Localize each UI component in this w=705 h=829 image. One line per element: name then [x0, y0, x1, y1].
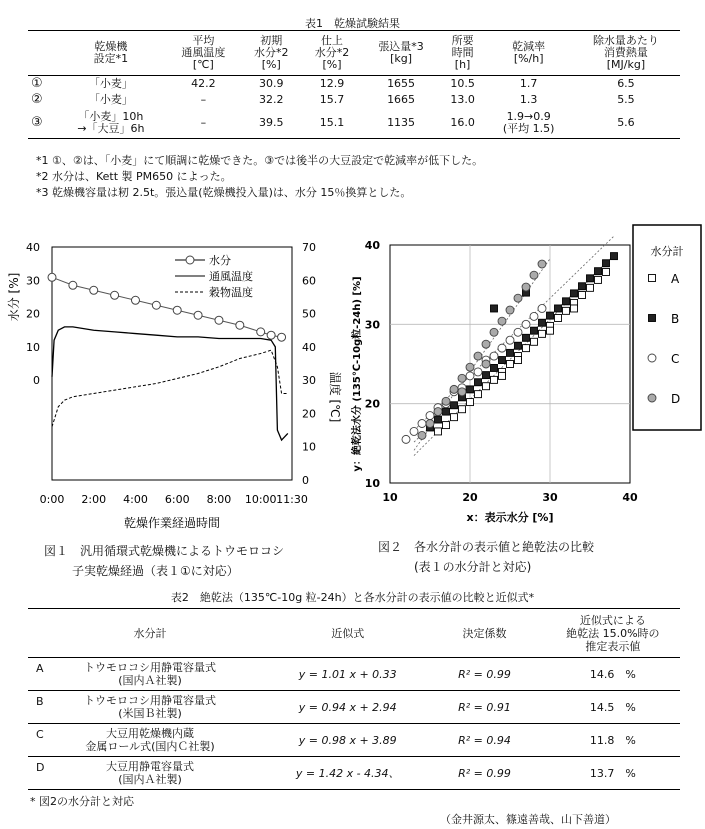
table1-header — [485, 31, 571, 76]
fig1-y-right-tick-label: 60 — [302, 274, 316, 288]
fig2-point-B — [579, 283, 586, 290]
table1-header-line: 初期 — [260, 34, 283, 47]
fig1-legend-marker — [186, 256, 194, 264]
fig1-moisture-point — [69, 281, 77, 289]
fig2-point-B — [563, 298, 570, 305]
table1-cell: 12.9 — [319, 77, 345, 90]
fig1-x-tick-label: 4:00 — [123, 493, 148, 506]
fig1-moisture-point — [131, 296, 139, 304]
fig2-point-C — [466, 372, 474, 380]
fig2-x-tick-label: 30 — [542, 491, 558, 504]
fig1-y-right-tick-label: 70 — [302, 241, 316, 254]
fig2-point-A — [467, 399, 474, 406]
table2-header: 水分計 — [28, 609, 272, 658]
fig2-point-D — [474, 352, 482, 360]
table2-meter-cell — [28, 757, 272, 790]
fig2-legend-label: A — [671, 272, 680, 286]
fig2-point-D — [418, 431, 426, 439]
table1-header — [302, 31, 363, 76]
table2-estimate: 11.8 % — [546, 724, 680, 757]
fig2-point-B — [483, 372, 490, 379]
table2-title: 表2 絶乾法（135℃-10g 粒-24h）と各水分計の表示値の比較と近似式* — [170, 591, 535, 604]
fig2-point-B — [491, 305, 498, 312]
fig2-point-A — [547, 327, 554, 334]
fig2-point-D — [426, 420, 434, 428]
fig2-point-B — [555, 305, 562, 312]
fig2-point-C — [506, 336, 514, 344]
fig2-point-A — [483, 383, 490, 390]
table2-estimate: 14.5 % — [546, 691, 680, 724]
fig2-point-D — [434, 408, 442, 416]
table1-row-number: ② — [31, 92, 43, 107]
table1-cell: 6.5 — [617, 77, 635, 90]
fig1-x-axis-label: 乾燥作業経過時間 — [123, 516, 221, 530]
table1-cell: 1.9→0.9 (平均 1.5) — [502, 110, 555, 135]
fig2-point-D — [522, 283, 530, 291]
table1-header-line: 通風温度 — [181, 46, 226, 59]
fig2-point-A — [555, 314, 562, 321]
fig2-point-A — [459, 406, 466, 413]
table2-meter-name: 大豆用静電容量式 (国内Ａ社製) — [106, 760, 195, 786]
fig2-point-B — [451, 402, 458, 409]
table1-note-3: *3 乾燥機容量は籾 2.5t。張込量(乾燥機投入量)は、水分 15％換算とした。 — [36, 186, 412, 199]
fig2-point-A — [571, 305, 578, 312]
fig2-point-B — [595, 268, 602, 275]
fig2-point-D — [450, 385, 458, 393]
fig2-y-tick-label: 30 — [364, 318, 380, 332]
fig2-point-C — [490, 352, 498, 360]
table2-equation: y = 1.01 x + 0.33 — [272, 658, 423, 691]
fig2-point-B — [547, 312, 554, 319]
table1-header-line: 設定*1 — [93, 52, 129, 65]
fig2-point-D — [530, 271, 538, 279]
table2-meter-cell — [28, 658, 272, 691]
table2-meter-id: B — [36, 695, 44, 708]
fig2-point-D — [442, 397, 450, 405]
table1-header — [56, 31, 166, 76]
table1-cell: 15.7 — [319, 93, 345, 106]
fig1-x-tick-label: 11:30 — [276, 493, 308, 506]
table2-header: 近似式 — [272, 609, 423, 658]
fig1-y-left-tick-label: 20 — [26, 307, 40, 321]
fig2-point-B — [603, 260, 610, 267]
fig2-point-A — [491, 376, 498, 383]
fig1-x-tick-label: 0:00 — [39, 493, 65, 506]
table1-cell: – — [200, 116, 207, 129]
table1-header-line: 平均 — [192, 34, 215, 47]
table1-header-line: [℃] — [192, 58, 214, 71]
table1-header-line: 水分*2 — [314, 46, 350, 59]
table1-header-line: 除水量あたり — [592, 34, 659, 47]
table1-header-line: 仕上 — [321, 34, 344, 47]
fig2-point-A — [451, 414, 458, 421]
table2-row — [28, 658, 680, 691]
table2-header: 近似式による 絶乾法 15.0%時の 推定表示値 — [546, 609, 680, 658]
fig2-caption-line2: (表１の水分計と対応) — [414, 560, 532, 574]
fig1-y-right-tick-label: 40 — [302, 340, 316, 354]
fig2-x-tick-label: 20 — [462, 491, 478, 504]
table1-row-number: ③ — [31, 115, 43, 130]
fig2-point-D — [514, 294, 522, 302]
fig2-point-B — [475, 379, 482, 386]
table1-cell: 5.5 — [617, 93, 635, 106]
table1-cell: 42.2 — [191, 77, 216, 90]
fig1-moisture-point — [215, 316, 223, 324]
table1-header — [362, 31, 439, 76]
table1-header — [166, 31, 241, 76]
fig2-point-A — [435, 428, 442, 435]
table1-header-line: 張込量*3 — [378, 40, 424, 53]
table1-header-line: 乾燥機 — [94, 40, 128, 53]
table1-cell: 1655 — [387, 77, 416, 90]
fig2-point-B — [435, 416, 442, 423]
table2-equation: y = 1.42 x - 4.34、 — [272, 757, 423, 790]
fig2-point-B — [611, 253, 618, 260]
fig2-point-A — [523, 345, 530, 352]
authors: （金井源太、篠遠善哉、山下善道） — [440, 813, 616, 826]
table1-header-line: [h] — [454, 58, 471, 71]
fig1-y-left-tick-label: 10 — [26, 340, 40, 354]
fig2-point-C — [530, 312, 538, 320]
fig2-point-C — [418, 420, 426, 428]
table1-header — [440, 31, 486, 76]
fig2-point-B — [491, 364, 498, 371]
fig1-x-tick-label: 10:00 — [244, 493, 277, 506]
table1-note-1: *1 ①、②は、「小麦」にて順調に乾燥できた。③では後半の大豆設定で乾減率が低下した。 — [36, 154, 484, 167]
fig2-y-tick-label: 20 — [364, 397, 380, 411]
table2-r2: R² = 0.99 — [423, 658, 545, 691]
table1-cell: 15.1 — [319, 116, 345, 129]
fig1-caption-line1: 図１ 汎用循環式乾燥機によるトウモロコシ — [44, 544, 285, 558]
table2 — [28, 608, 680, 790]
table1-cell: – — [200, 93, 207, 106]
fig2-point-C — [538, 304, 546, 312]
fig2-point-B — [523, 334, 530, 341]
fig1-x-tick-label: 2:00 — [81, 493, 107, 506]
fig1-moisture-point — [267, 331, 275, 339]
table2-meter-cell — [28, 691, 272, 724]
fig1-legend-label: 通風温度 — [209, 270, 253, 283]
table1-cell: 1.3 — [519, 93, 538, 106]
fig2-y-axis-label: y：絶乾法水分 (135℃-10g粒-24h) [%] — [352, 276, 363, 472]
fig2-legend-marker — [648, 394, 656, 402]
fig1-series-line-1 — [52, 327, 288, 440]
table2-row — [28, 724, 680, 757]
table1-title: 表1 乾燥試験結果 — [305, 17, 400, 30]
fig2-point-B — [531, 327, 538, 334]
fig2-point-C — [498, 344, 506, 352]
fig1-moisture-point — [173, 306, 181, 314]
table1-header-line: [%] — [322, 58, 342, 71]
table2-r2: R² = 0.94 — [423, 724, 545, 757]
fig2-point-B — [571, 290, 578, 297]
table2-estimate: 13.7 % — [546, 757, 680, 790]
fig1-y-right-tick-label: 10 — [302, 440, 316, 454]
fig1-moisture-point — [257, 328, 265, 336]
fig1-y-left-tick-label: 40 — [26, 241, 40, 254]
fig2-point-B — [467, 386, 474, 393]
table2-meter-id: C — [36, 728, 44, 741]
fig2-point-B — [587, 275, 594, 282]
fig2-y-tick-label: 10 — [364, 477, 380, 490]
table1-cell: 5.6 — [617, 116, 635, 129]
fig1-moisture-point — [111, 291, 119, 299]
fig1-caption-line2: 子実乾燥経過（表１①に対応） — [72, 564, 239, 578]
table2-row — [28, 691, 680, 724]
table1-cell: 「小麦」 — [88, 93, 133, 106]
fig2-point-C — [514, 328, 522, 336]
table2-meter-name: トウモロコシ用静電容量式 (国内Ａ社製) — [84, 661, 217, 687]
table1-header-line: 時間 — [451, 46, 474, 59]
fig1-y-left-axis-label: 水分 [%] — [7, 272, 21, 322]
table1-header-line: 所要 — [451, 34, 474, 47]
fig2-point-D — [498, 317, 506, 325]
fig2-point-C — [426, 412, 434, 420]
fig2-point-C — [474, 368, 482, 376]
table2-meter-cell — [28, 724, 272, 757]
table2-meter-name: 大豆用乾燥機内蔵 金属ロール式(国内Ｃ社製) — [85, 727, 215, 753]
fig2-point-D — [490, 328, 498, 336]
fig1-moisture-point — [278, 333, 286, 341]
fig1-moisture-point — [48, 273, 56, 281]
fig2-point-C — [410, 427, 418, 435]
table2-estimate: 14.6 % — [546, 658, 680, 691]
table1-header-line: [kg] — [390, 52, 413, 65]
fig1-y-right-tick-label: 30 — [302, 374, 316, 388]
table1-cell: 「小麦」10h →「大豆」6h — [77, 110, 145, 135]
fig2-point-D — [482, 340, 490, 348]
fig1-moisture-point — [194, 311, 202, 319]
fig1-y-right-tick-label: 0 — [302, 474, 309, 487]
table1-cell: 39.5 — [259, 116, 284, 129]
fig1-series-line-2 — [52, 350, 288, 427]
table1-header-line: [%] — [261, 58, 281, 71]
fig2-legend-marker — [649, 275, 656, 282]
fig2-legend-marker — [648, 354, 656, 362]
fig2-point-B — [515, 342, 522, 349]
fig2-point-D — [506, 306, 514, 314]
table2-r2: R² = 0.91 — [423, 691, 545, 724]
fig2-point-A — [531, 338, 538, 345]
fig1-legend-label: 水分 — [209, 254, 231, 267]
table1-cell: 13.0 — [450, 93, 475, 106]
fig1-x-tick-label: 8:00 — [206, 493, 232, 506]
fig2-point-A — [587, 284, 594, 291]
fig1-legend-label: 穀物温度 — [209, 286, 253, 299]
fig2-x-tick-label: 10 — [382, 491, 398, 504]
fig2-point-A — [507, 361, 514, 368]
fig2-point-A — [475, 391, 482, 398]
table1-cell: 32.2 — [259, 93, 284, 106]
table1-header-line: 消費熱量 — [603, 46, 648, 59]
table2-row — [28, 757, 680, 790]
table1-header-line: 水分*2 — [254, 46, 289, 59]
table1-note-2: *2 水分は、Kett 製 PM650 によった。 — [36, 170, 232, 183]
table2-meter-id: A — [36, 662, 44, 675]
fig1-moisture-point — [90, 286, 98, 294]
table1-header-line: 乾減率 — [512, 40, 546, 53]
table1-cell: 10.5 — [450, 77, 475, 90]
table1-cell: 1135 — [387, 116, 416, 129]
fig2-point-A — [499, 372, 506, 379]
fig2-point-B — [499, 357, 506, 364]
fig2-legend-title: 水分計 — [650, 245, 684, 258]
table1-row — [28, 92, 680, 108]
fig2-point-D — [538, 260, 546, 268]
table2-meter-name: トウモロコシ用静電容量式 (米国Ｂ社製) — [84, 694, 217, 720]
fig2-point-A — [539, 330, 546, 337]
fig1-y-right-axis-label: 温度 [℃] — [328, 371, 342, 423]
fig2-point-A — [563, 307, 570, 314]
table1-cell: 1.7 — [519, 77, 538, 90]
fig2-point-A — [595, 276, 602, 283]
fig1-plot-frame — [52, 247, 292, 480]
fig1-y-right-tick-label: 20 — [302, 407, 316, 421]
fig2-point-A — [603, 268, 610, 275]
fig1-y-right-tick-label: 50 — [302, 307, 316, 321]
fig2-point-D — [458, 388, 466, 396]
fig2-caption-line1: 図２ 各水分計の表示値と絶乾法の比較 — [378, 540, 595, 554]
table2-r2: R² = 0.99 — [423, 757, 545, 790]
fig2-legend-label: C — [671, 352, 680, 366]
table1-header — [572, 31, 680, 76]
table1-cell: 30.9 — [259, 77, 284, 90]
fig2-point-A — [579, 291, 586, 298]
table2-equation: y = 0.94 x + 2.94 — [272, 691, 423, 724]
fig2-legend-marker — [649, 315, 656, 322]
fig2-point-A — [443, 422, 450, 429]
fig2-point-D — [458, 374, 466, 382]
fig1-y-left-tick-label: 30 — [26, 274, 40, 288]
table2-meter-id: D — [36, 761, 45, 774]
table2-header: 決定係数 — [423, 609, 545, 658]
table1 — [28, 30, 680, 139]
table1-row — [28, 108, 680, 139]
fig2-point-A — [515, 357, 522, 364]
table1-header-line: [%/h] — [513, 52, 544, 65]
fig1-moisture-point — [152, 301, 160, 309]
table1-cell: 1665 — [387, 93, 416, 106]
fig2-point-D — [482, 360, 490, 368]
table1-row — [28, 76, 680, 93]
table1-header-line: [MJ/kg] — [606, 58, 646, 71]
fig2-legend-label: D — [671, 392, 681, 406]
fig2-point-B — [539, 319, 546, 326]
fig2-point-C — [402, 435, 410, 443]
fig2-point-B — [443, 408, 450, 415]
fig1-chart — [0, 232, 340, 542]
fig2-point-C — [522, 320, 530, 328]
table2-footnote: * 図2の水分計と対応 — [30, 795, 134, 808]
fig1-x-tick-label: 6:00 — [164, 493, 190, 506]
table2-equation: y = 0.98 x + 3.89 — [272, 724, 423, 757]
fig2-point-D — [466, 363, 474, 371]
table1-header-blank — [28, 31, 56, 76]
fig2-point-B — [507, 349, 514, 356]
fig1-y-left-tick-label: 0 — [33, 374, 40, 388]
fig2-y-tick-label: 40 — [364, 239, 380, 252]
fig2-x-tick-label: 40 — [622, 491, 638, 504]
table1-cell: 16.0 — [450, 116, 475, 129]
fig1-moisture-point — [236, 321, 244, 329]
table1-cell: 「小麦」 — [88, 77, 133, 90]
fig2-x-axis-label: x：表示水分 [%] — [466, 511, 554, 524]
table1-header — [241, 31, 302, 76]
fig2-chart — [340, 222, 705, 532]
table1-row-number: ① — [31, 76, 43, 91]
fig2-legend-label: B — [671, 312, 680, 326]
